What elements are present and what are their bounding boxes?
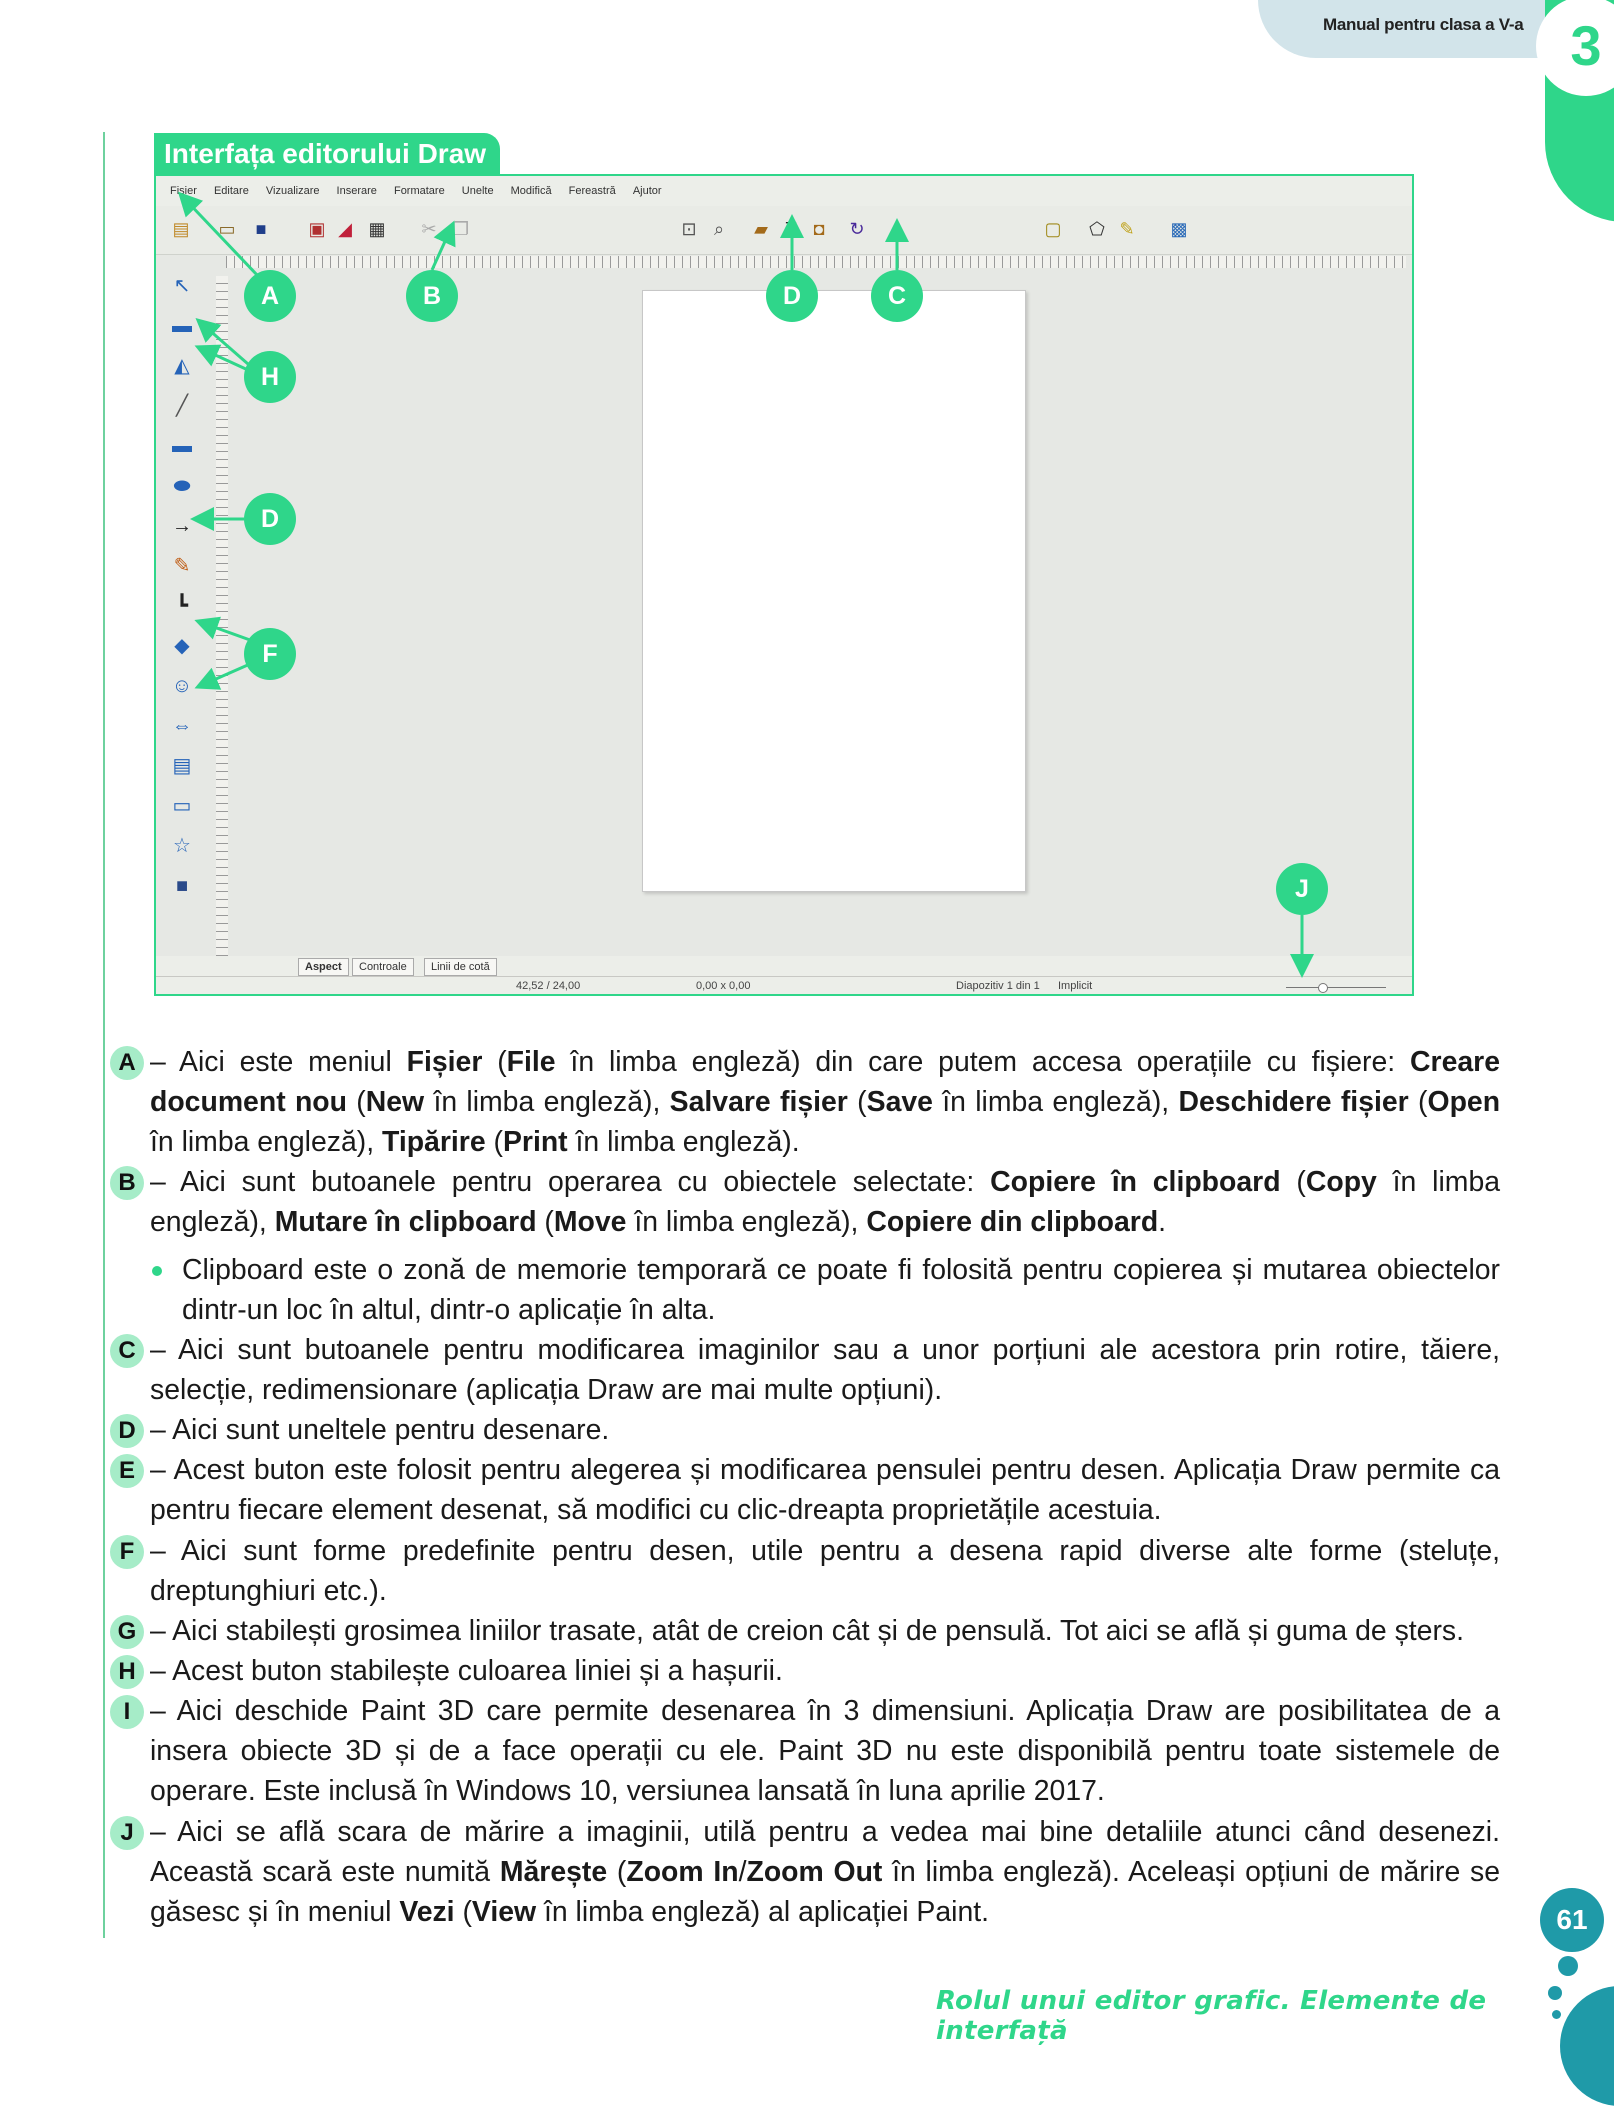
- send-icon[interactable]: ◢: [338, 219, 352, 239]
- item-badge-h: H: [110, 1655, 144, 1689]
- callout-c: C: [871, 270, 923, 322]
- item-badge-e: E: [110, 1454, 144, 1488]
- item-text-c: – Aici sunt butoanele pentru modificarea imaginilor sau a unor porțiuni ale acestora prin rotire, tăiere, selecție, redimensionare (aplicația Draw are mai multe opțiuni).: [150, 1334, 1500, 1407]
- item-badge-d: D: [110, 1414, 144, 1448]
- status-style: Implicit: [1058, 980, 1093, 992]
- menu-insert[interactable]: Inserare: [336, 185, 377, 197]
- standard-toolbar: [156, 206, 1412, 255]
- menu-window[interactable]: Fereastră: [568, 185, 616, 197]
- callout-b: B: [406, 270, 458, 322]
- menu-help[interactable]: Ajutor: [632, 185, 662, 197]
- vertical-ruler: [216, 276, 228, 956]
- ellipse-tool-icon[interactable]: ⬬: [173, 475, 191, 497]
- shadow-icon[interactable]: ▢: [1044, 219, 1062, 239]
- status-bar: [156, 976, 1412, 996]
- item-text-f: – Aici sunt forme predefinite pentru desen, utile pentru a desena rapid diverse alte forme (steluțe, dreptunghiuri etc.).: [150, 1535, 1500, 1608]
- menu-modify[interactable]: Modifică: [510, 185, 552, 197]
- open-folder-icon[interactable]: ▭: [218, 219, 236, 239]
- horizontal-ruler: [226, 256, 1406, 268]
- line-color-icon[interactable]: ▬: [172, 315, 192, 337]
- stars-icon[interactable]: ☆: [173, 835, 191, 857]
- item-text-a: – Aici este meniul Fișier (File în limba engleză) din care putem accesa operațiile cu fișiere: Creare document nou (New în limba engleză), Salvare fișier (Save în limba engleză), Deschidere fișier (Open în limba engleză), Tipărire (Print în limba engleză).: [150, 1046, 1501, 1159]
- tab-controls[interactable]: Controale: [352, 958, 414, 976]
- chart-icon[interactable]: ◘: [813, 219, 825, 239]
- item-text-h: – Acest buton stabilește culoarea liniei și a hașurii.: [150, 1655, 783, 1687]
- menu-bar: [156, 176, 1412, 206]
- item-badge-i: I: [110, 1695, 144, 1729]
- curve-tool-icon[interactable]: ✎: [173, 555, 191, 577]
- item-text-d: – Aici sunt uneltele pentru desenare.: [150, 1414, 610, 1446]
- fill-color-icon[interactable]: ◭: [174, 355, 190, 377]
- rectangle-tool-icon[interactable]: ▬: [172, 435, 192, 457]
- crop-icon[interactable]: ⊡: [681, 219, 697, 239]
- paint3d-icon[interactable]: ▩: [1170, 219, 1188, 239]
- item-text-e: – Acest buton este folosit pentru alegerea și modificarea pensulei pentru desen. Aplicația Draw permite ca pentru fiecare element desenat, să modifici cu clic-dreapta proprietățile acestuia.: [150, 1454, 1500, 1527]
- copy-icon[interactable]: ❐: [452, 219, 470, 239]
- menu-edit[interactable]: Editare: [213, 185, 249, 197]
- status-size: 0,00 x 0,00: [696, 980, 751, 992]
- decor-dot: [1558, 1956, 1578, 1976]
- page-number: 61: [1540, 1888, 1604, 1952]
- item-badge-c: C: [110, 1334, 144, 1368]
- item-text-g: – Aici stabilești grosimea liniilor trasate, atât de creion cât și de pensulă. Tot aici se află și guma de șters.: [150, 1615, 1464, 1647]
- layer-tabs: [156, 956, 1412, 976]
- callout-d-top: D: [766, 270, 818, 322]
- left-margin-rule: [103, 132, 105, 1938]
- image-icon[interactable]: ▰: [754, 219, 768, 239]
- zoom-slider-handle[interactable]: [1318, 983, 1328, 993]
- basic-shapes-icon[interactable]: ◆: [174, 635, 190, 657]
- status-slide: Diapozitiv 1 din 1: [956, 980, 1040, 992]
- figure-title: Interfața editorului Draw: [154, 133, 500, 175]
- callout-a: A: [244, 270, 296, 322]
- footer-title: Rolul unui editor grafic. Elemente de interfață: [936, 1986, 1487, 2046]
- item-text-i: – Aici deschide Paint 3D care permite desenarea în 3 dimensiuni. Aplicația Draw are posibilitatea de a insera obiecte 3D și de a face operații cu ele. Paint 3D nu este disponibilă pentru toate sistemele de operare. Este inclusă în Windows 10, versiunea lansată în luna aprilie 2017.: [150, 1695, 1500, 1808]
- item-badge-a: A: [110, 1046, 144, 1080]
- line-tool-icon[interactable]: ╱: [175, 395, 189, 417]
- save-icon[interactable]: ■: [255, 219, 267, 239]
- new-document-icon[interactable]: ▤: [172, 219, 190, 239]
- rotate-icon[interactable]: ↻: [849, 219, 865, 239]
- item-text-b: – Aici sunt butoanele pentru operarea cu obiectele selectate: Copiere în clipboard (Copy în limba engleză), Mutare în clipboard (Move în limba engleză), Copiere din clipboard.: [150, 1166, 1501, 1239]
- fontwork-icon[interactable]: ✎: [1119, 219, 1135, 239]
- menu-format[interactable]: Formatare: [393, 185, 445, 197]
- item-badge-f: F: [110, 1535, 144, 1569]
- connector-tool-icon[interactable]: ┗: [175, 595, 189, 617]
- symbol-shapes-icon[interactable]: ☺: [171, 675, 193, 697]
- chapter-number: 3: [1536, 0, 1614, 96]
- print-icon[interactable]: ▦: [368, 219, 386, 239]
- points-icon[interactable]: ⬠: [1089, 219, 1105, 239]
- bullet-note: Clipboard este o zonă de memorie temporară ce poate fi folosită pentru copierea și mutarea obiectelor dintr-un loc în altul, dintr-o aplicație în alta.: [182, 1254, 1500, 1327]
- tab-dimension-lines[interactable]: Linii de cotă: [424, 958, 497, 976]
- item-badge-b: B: [110, 1166, 144, 1200]
- drawing-page[interactable]: [642, 290, 1026, 892]
- item-text-j: – Aici se află scara de mărire a imaginii, utilă pentru a vedea mai bine detaliile atunci când desenezi. Această scară este numită Mărește (Zoom In/Zoom Out în limba engleză). Aceleași opțiuni de mărire se găsesc și în meniul Vezi (View în limba engleză) al aplicației Paint.: [150, 1816, 1501, 1929]
- manual-label: Manual pentru clasa a V-a: [1323, 15, 1524, 34]
- callout-h: H: [244, 351, 296, 403]
- export-pdf-icon[interactable]: ▣: [308, 219, 326, 239]
- flowchart-icon[interactable]: ▤: [172, 755, 192, 777]
- cut-icon[interactable]: ✂: [421, 219, 437, 239]
- menu-tools[interactable]: Unelte: [461, 185, 494, 197]
- 3d-objects-icon[interactable]: ■: [175, 875, 189, 897]
- callout-f: F: [244, 628, 296, 680]
- zoom-slider[interactable]: [1286, 987, 1386, 988]
- menu-view[interactable]: Vizualizare: [265, 185, 320, 197]
- status-position: 42,52 / 24,00: [516, 980, 581, 992]
- callout-j: J: [1276, 863, 1328, 915]
- block-arrows-icon[interactable]: ⇔: [172, 715, 192, 737]
- callouts-icon[interactable]: ▭: [172, 795, 192, 817]
- menu-file[interactable]: Fișier: [170, 185, 197, 197]
- arrow-line-icon[interactable]: →: [172, 515, 192, 537]
- callout-d-left: D: [244, 493, 296, 545]
- bullet-marker: [152, 1266, 162, 1276]
- item-badge-g: G: [110, 1615, 144, 1649]
- item-badge-j: J: [110, 1816, 144, 1850]
- tab-aspect[interactable]: Aspect: [298, 958, 349, 976]
- text-tool-icon[interactable]: T: [785, 219, 797, 239]
- select-tool-icon[interactable]: ↖: [173, 275, 191, 297]
- zoom-icon[interactable]: ⌕: [713, 219, 725, 239]
